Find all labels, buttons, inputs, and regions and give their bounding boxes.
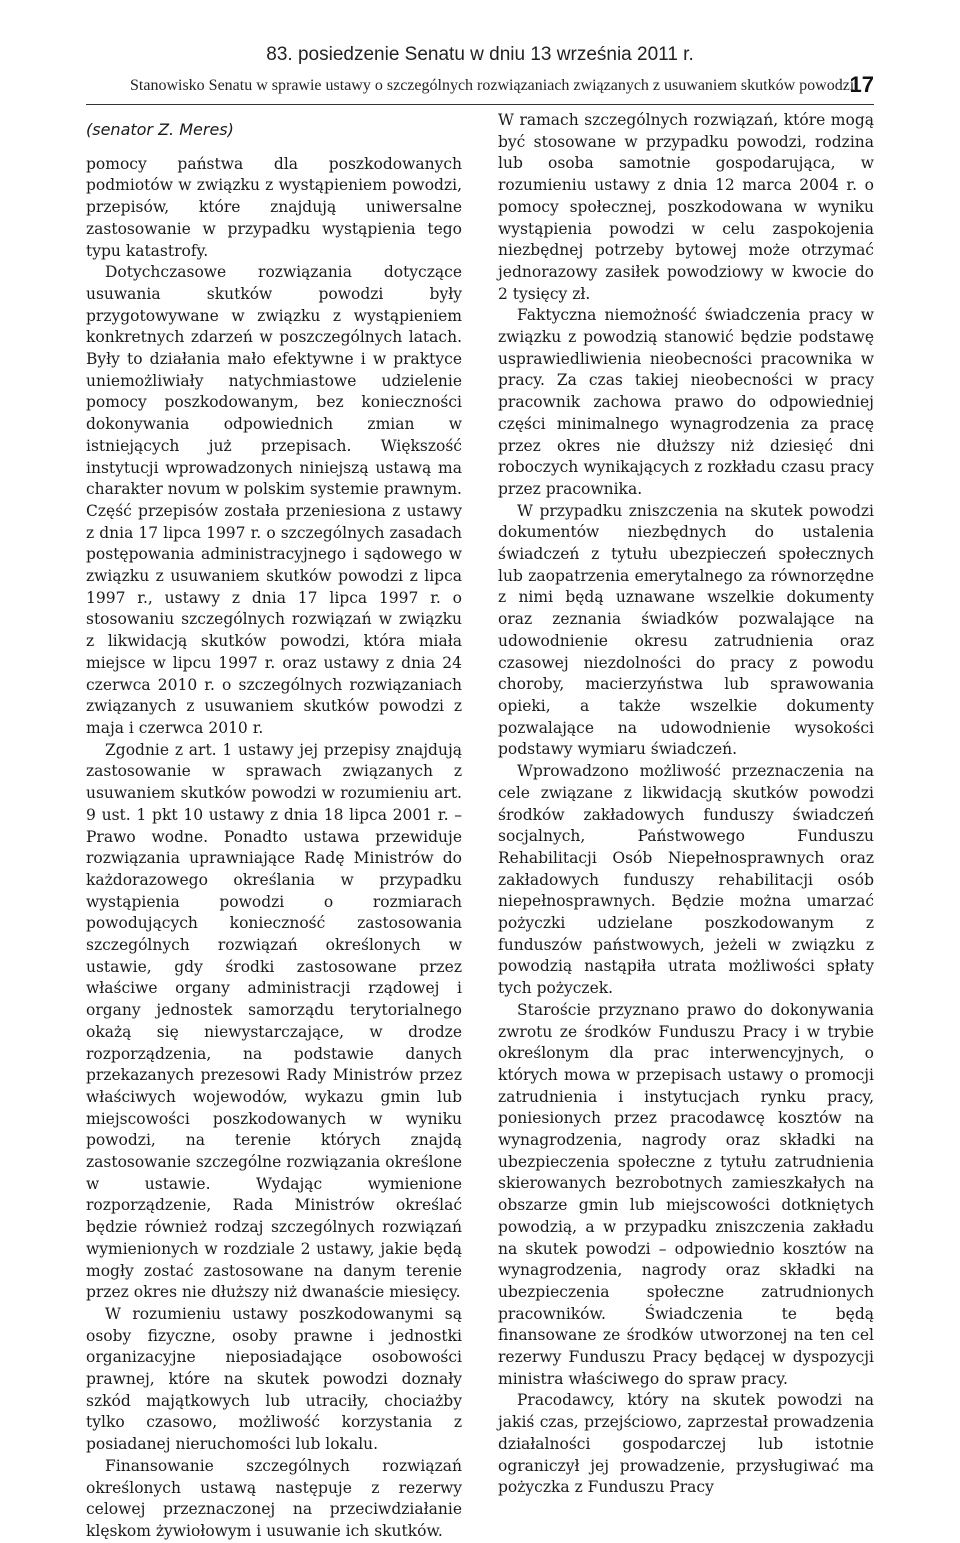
paragraph: Finansowanie szczególnych rozwiązań określonych ustawą następuje z rezerwy celowej przeznaczonej na przeciwdziałanie klęskom żywiołowym i usuwanie ich skutków. — [86, 1456, 462, 1540]
page-subtitle: Stanowisko Senatu w sprawie ustawy o szczególnych rozwiązaniach związanych z usuwaniem skutków powodzi — [130, 77, 855, 94]
header-divider — [86, 104, 874, 105]
paragraph: Zgodnie z art. 1 ustawy jej przepisy znajdują zastosowanie w sprawach związanych z usuwaniem skutków powodzi w rozumieniu art. 9 ust. 1 pkt 10 ustawy z dnia 18 lipca 2001 r. – Prawo wodne. Ponadto ustawa przewiduje rozwiązania uprawniające Radę Ministrów do każdorazowego określania w przypadku wystąpienia powodzi o rozmiarach powodujących konieczność zastosowania szczególnych rozwiązań określonych w ustawie, gdy środki zastosowane przez właściwe organy administracji rządowej i organy jednostek samorządu terytorialnego okażą się niewystarczające, w drodze rozporządzenia, na podstawie danych przekazanych prezesowi Rady Ministrów przez właściwych wojewodów, wykazu gmin lub miejscowości poszkodowanych w wyniku powodzi, na terenie których znajdą zastosowanie szczególne rozwiązania określone w ustawie. Wydając wymienione rozporządzenie, Rada Ministrów określać będzie również rodzaj szczególnych rozwiązań wymienionych w rozdziale 2 ustawy, jakie będą mogły zostać zastosowane na danym terenie przez okres nie dłuższy niż dwanaście miesięcy. — [86, 740, 462, 1302]
left-column — [86, 110, 462, 1540]
paragraph: W przypadku zniszczenia na skutek powodzi dokumentów niezbędnych do ustalenia świadczeń z tytułu ubezpieczeń społecznych lub zaopatrzenia emerytalnego za równorzędne z nimi będą uznawane wszelkie dokumenty oraz zeznania świadków pozwalające na udowodnienie okresu zatrudnienia oraz czasowej niezdolności do pracy z powodu choroby, macierzyństwa lub sprawowania opieki, a także wszelkie dokumenty pozwalające na udowodnienie wysokości podstawy wymiaru świadczeń. — [498, 501, 874, 759]
right-column — [498, 110, 874, 1497]
paragraph: Dotychczasowe rozwiązania dotyczące usuwania skutków powodzi były przygotowywane w związku z wystąpieniem konkretnych zdarzeń w poszczególnych latach. Były to działania mało efektywne i w praktyce uniemożliwiały natychmiastowe udzielenie pomocy poszkodowanym, bez konieczności dokonywania odpowiednich zmian w istniejących już przepisach. Większość instytucji wprowadzonych niniejszą ustawą ma charakter novum w polskim systemie prawnym. Część przepisów została przeniesiona z ustawy z dnia 17 lipca 1997 r. o szczególnych zasadach postępowania administracyjnego i sądowego w związku z usuwaniem skutków powodzi z lipca 1997 r., ustawy z dnia 17 lipca 1997 r. o stosowaniu szczególnych rozwiązań w związku z likwidacją skutków powodzi, która miała miejsce w lipcu 1997 r. oraz ustawy z dnia 24 czerwca 2010 r. o szczególnych rozwiązaniach związanych z usuwaniem skutków powodzi z maja i czerwca 2010 r. — [86, 263, 462, 737]
page-number: 17 — [849, 72, 874, 97]
page-title: 83. posiedzenie Senatu w dniu 13 września 2011 r. — [266, 44, 694, 65]
paragraph: W rozumieniu ustawy poszkodowanymi są osoby fizyczne, osoby prawne i jednostki organizacyjne nieposiadające osobowości prawnej, które na skutek powodzi doznały szkód majątkowych lub utraciły, chociażby tylko czasowo, możliwość korzystania z posiadanej nieruchomości lub lokalu. — [86, 1304, 462, 1454]
paragraph: pomocy państwa dla poszkodowanych podmiotów w związku z wystąpieniem powodzi, przepisów, które znajdują uniwersalne zastosowanie w przypadku wystąpienia tego typu katastrofy. — [86, 154, 462, 260]
speaker-label: (senator Z. Meres) — [86, 120, 234, 139]
paragraph: Wprowadzono możliwość przeznaczenia na cele związane z likwidacją skutków powodzi środków zakładowych funduszy świadczeń socjalnych, Państwowego Funduszu Rehabilitacji Osób Niepełnosprawnych oraz zakładowych funduszy rehabilitacji osób niepełnosprawnych. Będzie można umarzać pożyczki udzielane poszkodowanym z funduszów państwowych, jeżeli w związku z powodzią nastąpiła utrata możliwości spłaty tych pożyczek. — [498, 762, 874, 998]
paragraph: W ramach szczególnych rozwiązań, które mogą być stosowane w przypadku powodzi, rodzina lub osoba samotnie gospodarująca, w rozumieniu ustawy z dnia 12 marca 2004 r. o pomocy społecznej, poszkodowana w wyniku wystąpienia powodzi w celu zaspokojenia niezbędnej potrzeby bytowej może otrzymać jednorazowy zasiłek powodziowy w kwocie do 2 tysięcy zł. — [498, 111, 874, 303]
paragraph: Pracodawcy, który na skutek powodzi na jakiś czas, przejściowo, zaprzestał prowadzenia działalności gospodarczej lub istotnie ograniczył jej prowadzenie, przysługiwać ma pożyczka z Funduszu Pracy — [498, 1391, 874, 1497]
paragraph: Faktyczna niemożność świadczenia pracy w związku z powodzią stanowić będzie podstawę usprawiedliwienia nieobecności pracownika w pracy. Za czas takiej nieobecności w pracy pracownik zachowa prawo do odpowiedniej części minimalnego wynagrodzenia za pracę przez okres nie dłuższy niż dziesięć dni roboczych wynikających z rozkładu czasu pracy przez pracownika. — [498, 306, 874, 498]
paragraph: Staroście przyznano prawo do dokonywania zwrotu ze środków Funduszu Pracy i w trybie określonym dla prac interwencyjnych, o których mowa w przepisach ustawy o promocji zatrudnienia i instytucjach rynku pracy, poniesionych przez pracodawcę kosztów na wynagrodzenia, nagrody oraz składki na ubezpieczenia społeczne z tytułu zatrudnienia skierowanych bezrobotnych zamieszkałych na obszarze gmin lub miejscowości dotkniętych powodzią, a w przypadku zniszczenia zakładu na skutek powodzi – odpowiednio kosztów na wynagrodzenia, nagrody oraz składki na ubezpieczenia społeczne zatrudnionych pracowników. Świadczenia te będą finansowane ze środków utworzonej na ten cel rezerwy Funduszu Pracy będącej w dyspozycji ministra właściwego do spraw pracy. — [498, 1000, 874, 1388]
